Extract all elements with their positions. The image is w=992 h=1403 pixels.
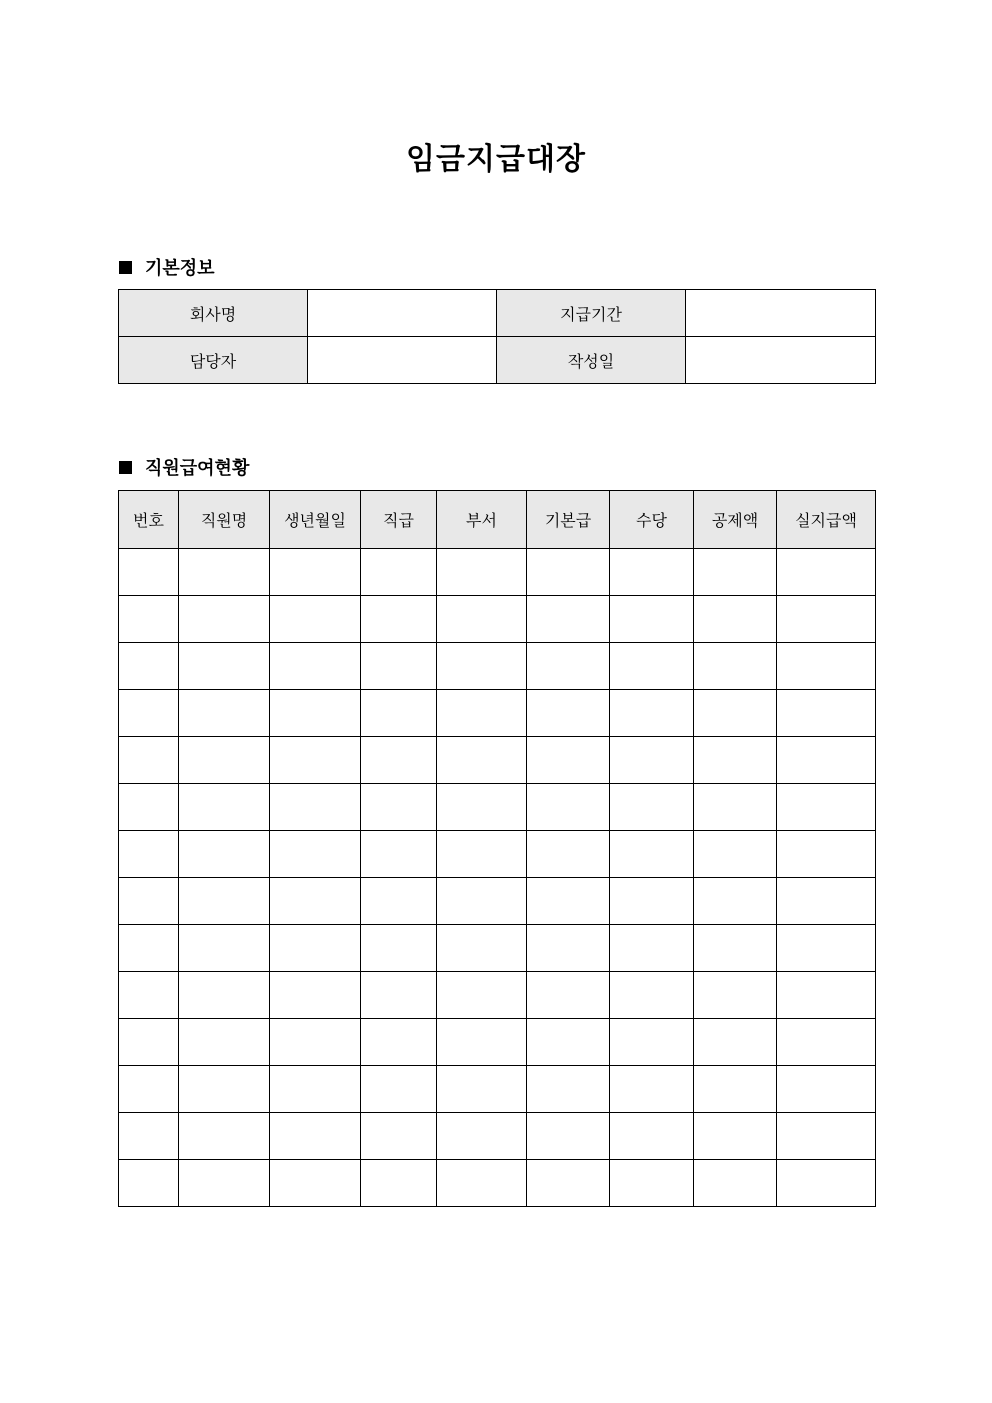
net-pay-cell[interactable] (777, 1113, 876, 1160)
rank-cell[interactable] (361, 643, 437, 690)
rank-cell[interactable] (361, 878, 437, 925)
table-header-row (119, 491, 876, 549)
name-cell[interactable] (179, 1160, 270, 1207)
department-cell[interactable] (437, 972, 527, 1019)
company-name-label: 회사명 (119, 290, 308, 337)
net-pay-cell[interactable] (777, 878, 876, 925)
document-title: 임금지급대장 (406, 142, 586, 177)
section-basic-info-label: 기본정보 (145, 258, 215, 279)
birthdate-cell[interactable] (270, 549, 361, 596)
table-row (119, 831, 876, 878)
base-pay-cell[interactable] (527, 831, 610, 878)
deduction-cell[interactable] (694, 831, 777, 878)
birthdate-cell[interactable] (270, 596, 361, 643)
column-header: 번호 (119, 491, 179, 549)
department-cell[interactable] (437, 737, 527, 784)
net-pay-cell[interactable] (777, 643, 876, 690)
name-cell[interactable] (179, 643, 270, 690)
deduction-cell[interactable] (694, 549, 777, 596)
table-row (119, 784, 876, 831)
net-pay-cell[interactable] (777, 1066, 876, 1113)
square-bullet-icon (119, 261, 132, 274)
name-cell[interactable] (179, 784, 270, 831)
table-row (119, 337, 876, 384)
deduction-cell[interactable] (694, 925, 777, 972)
deduction-cell[interactable] (694, 878, 777, 925)
deduction-cell[interactable] (694, 1113, 777, 1160)
column-header: 직원명 (179, 491, 270, 549)
number-cell[interactable] (119, 1113, 179, 1160)
allowance-cell[interactable] (610, 549, 694, 596)
base-pay-cell[interactable] (527, 596, 610, 643)
department-cell[interactable] (437, 784, 527, 831)
allowance-cell[interactable] (610, 1019, 694, 1066)
base-pay-cell[interactable] (527, 1019, 610, 1066)
net-pay-cell[interactable] (777, 737, 876, 784)
table-row (119, 1066, 876, 1113)
allowance-cell[interactable] (610, 1066, 694, 1113)
birthdate-cell[interactable] (270, 972, 361, 1019)
base-pay-cell[interactable] (527, 1113, 610, 1160)
base-pay-cell[interactable] (527, 690, 610, 737)
staff-pay-table (118, 490, 876, 1207)
basic-info-table (118, 289, 876, 384)
allowance-cell[interactable] (610, 878, 694, 925)
created-date-label: 작성일 (497, 337, 686, 384)
rank-cell[interactable] (361, 1113, 437, 1160)
pay-period-label: 지급기간 (497, 290, 686, 337)
allowance-cell[interactable] (610, 972, 694, 1019)
allowance-cell[interactable] (610, 737, 694, 784)
table-row (119, 549, 876, 596)
net-pay-cell[interactable] (777, 690, 876, 737)
rank-cell[interactable] (361, 596, 437, 643)
name-cell[interactable] (179, 1113, 270, 1160)
manager-label: 담당자 (119, 337, 308, 384)
number-cell[interactable] (119, 690, 179, 737)
section-staff-pay-heading (119, 454, 249, 480)
created-date-field[interactable] (686, 337, 876, 384)
department-cell[interactable] (437, 1066, 527, 1113)
allowance-cell[interactable] (610, 1160, 694, 1207)
column-header: 수당 (610, 491, 694, 549)
column-header: 생년월일 (270, 491, 361, 549)
table-row (119, 1113, 876, 1160)
deduction-cell[interactable] (694, 1019, 777, 1066)
number-cell[interactable] (119, 1160, 179, 1207)
table-row (119, 290, 876, 337)
number-cell[interactable] (119, 549, 179, 596)
deduction-cell[interactable] (694, 596, 777, 643)
section-staff-pay-label: 직원급여현황 (145, 458, 250, 479)
column-header: 실지급액 (777, 491, 876, 549)
column-header: 직급 (361, 491, 437, 549)
name-cell[interactable] (179, 690, 270, 737)
square-bullet-icon (119, 461, 132, 474)
table-row (119, 972, 876, 1019)
department-cell[interactable] (437, 1160, 527, 1207)
name-cell[interactable] (179, 972, 270, 1019)
number-cell[interactable] (119, 643, 179, 690)
table-row (119, 643, 876, 690)
number-cell[interactable] (119, 925, 179, 972)
rank-cell[interactable] (361, 549, 437, 596)
department-cell[interactable] (437, 690, 527, 737)
rank-cell[interactable] (361, 1066, 437, 1113)
table-row (119, 878, 876, 925)
table-row (119, 1160, 876, 1207)
net-pay-cell[interactable] (777, 925, 876, 972)
company-name-field[interactable] (308, 290, 497, 337)
allowance-cell[interactable] (610, 1113, 694, 1160)
base-pay-cell[interactable] (527, 549, 610, 596)
department-cell[interactable] (437, 549, 527, 596)
name-cell[interactable] (179, 737, 270, 784)
rank-cell[interactable] (361, 925, 437, 972)
deduction-cell[interactable] (694, 690, 777, 737)
base-pay-cell[interactable] (527, 1160, 610, 1207)
birthdate-cell[interactable] (270, 878, 361, 925)
allowance-cell[interactable] (610, 831, 694, 878)
base-pay-cell[interactable] (527, 784, 610, 831)
birthdate-cell[interactable] (270, 831, 361, 878)
allowance-cell[interactable] (610, 596, 694, 643)
net-pay-cell[interactable] (777, 549, 876, 596)
number-cell[interactable] (119, 831, 179, 878)
birthdate-cell[interactable] (270, 784, 361, 831)
column-header: 부서 (437, 491, 527, 549)
base-pay-cell[interactable] (527, 1066, 610, 1113)
base-pay-cell[interactable] (527, 737, 610, 784)
number-cell[interactable] (119, 737, 179, 784)
manager-field[interactable] (308, 337, 497, 384)
deduction-cell[interactable] (694, 643, 777, 690)
rank-cell[interactable] (361, 1019, 437, 1066)
net-pay-cell[interactable] (777, 1019, 876, 1066)
base-pay-cell[interactable] (527, 643, 610, 690)
rank-cell[interactable] (361, 737, 437, 784)
net-pay-cell[interactable] (777, 784, 876, 831)
department-cell[interactable] (437, 925, 527, 972)
birthdate-cell[interactable] (270, 1066, 361, 1113)
number-cell[interactable] (119, 1019, 179, 1066)
table-row (119, 596, 876, 643)
deduction-cell[interactable] (694, 1066, 777, 1113)
birthdate-cell[interactable] (270, 1113, 361, 1160)
table-row (119, 925, 876, 972)
net-pay-cell[interactable] (777, 831, 876, 878)
table-row (119, 690, 876, 737)
net-pay-cell[interactable] (777, 596, 876, 643)
allowance-cell[interactable] (610, 643, 694, 690)
birthdate-cell[interactable] (270, 737, 361, 784)
base-pay-cell[interactable] (527, 878, 610, 925)
name-cell[interactable] (179, 549, 270, 596)
allowance-cell[interactable] (610, 784, 694, 831)
number-cell[interactable] (119, 1066, 179, 1113)
deduction-cell[interactable] (694, 737, 777, 784)
department-cell[interactable] (437, 1019, 527, 1066)
number-cell[interactable] (119, 596, 179, 643)
birthdate-cell[interactable] (270, 925, 361, 972)
allowance-cell[interactable] (610, 925, 694, 972)
name-cell[interactable] (179, 925, 270, 972)
department-cell[interactable] (437, 643, 527, 690)
department-cell[interactable] (437, 831, 527, 878)
net-pay-cell[interactable] (777, 1160, 876, 1207)
net-pay-cell[interactable] (777, 972, 876, 1019)
number-cell[interactable] (119, 784, 179, 831)
birthdate-cell[interactable] (270, 643, 361, 690)
name-cell[interactable] (179, 831, 270, 878)
birthdate-cell[interactable] (270, 1019, 361, 1066)
rank-cell[interactable] (361, 972, 437, 1019)
name-cell[interactable] (179, 1019, 270, 1066)
name-cell[interactable] (179, 1066, 270, 1113)
department-cell[interactable] (437, 596, 527, 643)
deduction-cell[interactable] (694, 784, 777, 831)
birthdate-cell[interactable] (270, 690, 361, 737)
rank-cell[interactable] (361, 831, 437, 878)
name-cell[interactable] (179, 596, 270, 643)
number-cell[interactable] (119, 972, 179, 1019)
department-cell[interactable] (437, 1113, 527, 1160)
base-pay-cell[interactable] (527, 925, 610, 972)
table-row (119, 737, 876, 784)
name-cell[interactable] (179, 878, 270, 925)
deduction-cell[interactable] (694, 972, 777, 1019)
column-header: 공제액 (694, 491, 777, 549)
section-basic-info-heading (119, 254, 215, 280)
rank-cell[interactable] (361, 784, 437, 831)
allowance-cell[interactable] (610, 690, 694, 737)
rank-cell[interactable] (361, 1160, 437, 1207)
pay-period-field[interactable] (686, 290, 876, 337)
birthdate-cell[interactable] (270, 1160, 361, 1207)
rank-cell[interactable] (361, 690, 437, 737)
table-row (119, 1019, 876, 1066)
deduction-cell[interactable] (694, 1160, 777, 1207)
base-pay-cell[interactable] (527, 972, 610, 1019)
number-cell[interactable] (119, 878, 179, 925)
department-cell[interactable] (437, 878, 527, 925)
column-header: 기본급 (527, 491, 610, 549)
